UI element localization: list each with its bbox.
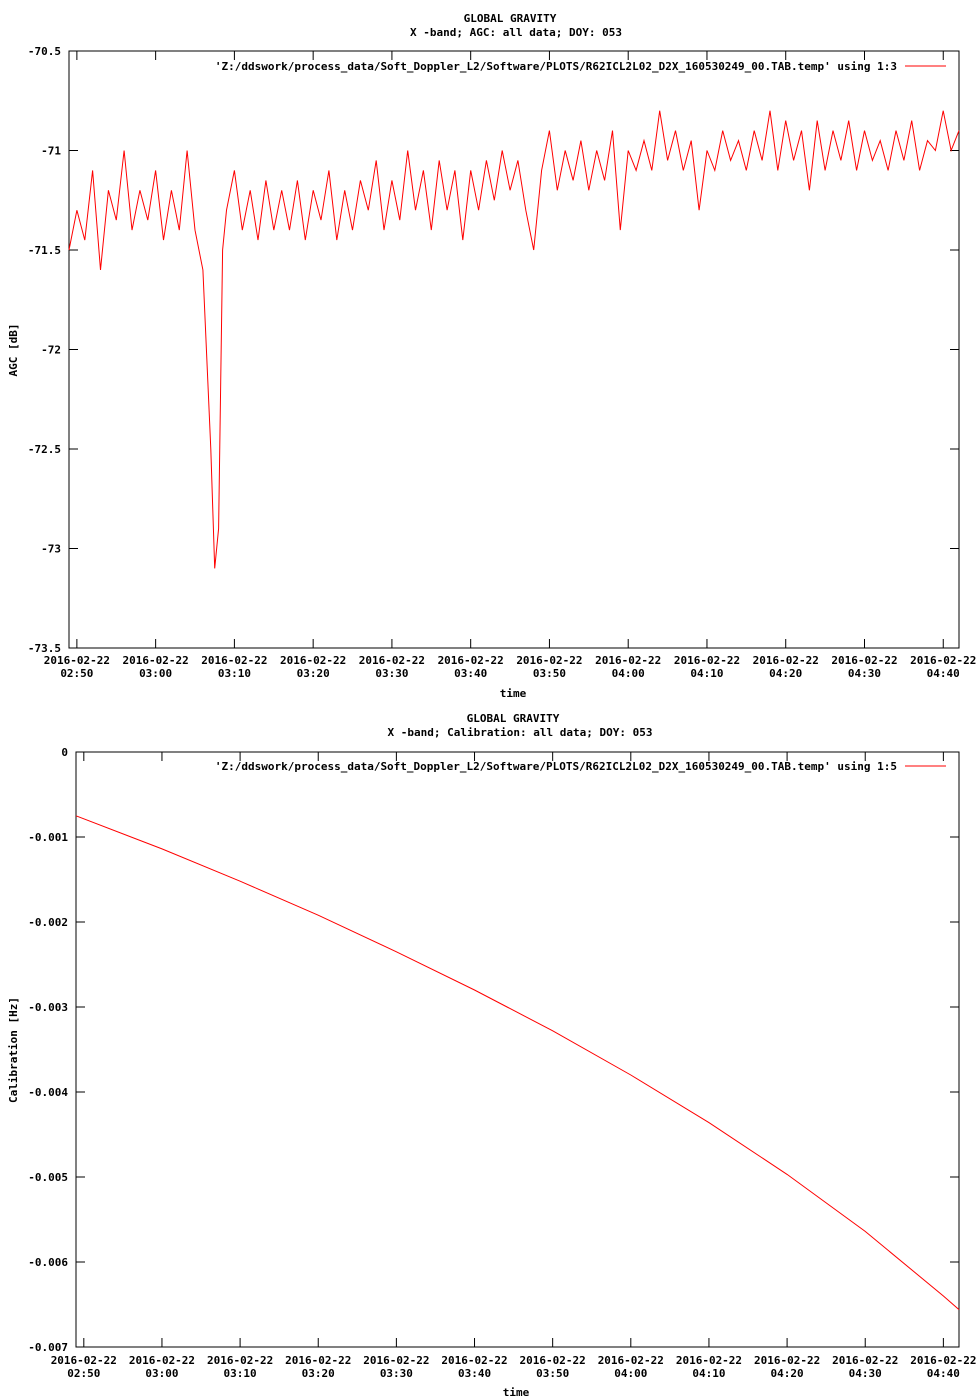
calibration-x-tick-date: 2016-02-22 — [753, 1354, 821, 1367]
calibration-y-axis-label: Calibration [Hz] — [7, 997, 20, 1103]
agc-x-tick-date: 2016-02-22 — [673, 654, 741, 667]
calibration-x-tick-time: 03:40 — [457, 1367, 492, 1380]
agc-x-tick-time: 03:30 — [375, 667, 409, 680]
calibration-x-tick-date: 2016-02-22 — [910, 1354, 977, 1367]
calibration-x-tick-time: 04:00 — [614, 1367, 648, 1380]
agc-y-tick-label: -73.5 — [27, 642, 61, 655]
calibration-x-tick-date: 2016-02-22 — [128, 1354, 196, 1367]
calibration-x-axis-label: time — [502, 1386, 530, 1399]
agc-x-tick-time: 03:20 — [296, 667, 330, 680]
agc-x-tick-date: 2016-02-22 — [43, 654, 110, 667]
agc-y-tick-label: -72 — [41, 343, 61, 357]
agc-x-tick-time: 04:20 — [769, 667, 803, 680]
agc-x-tick-date: 2016-02-22 — [910, 654, 977, 667]
agc-x-tick-date: 2016-02-22 — [831, 654, 898, 667]
calibration-legend-label: 'Z:/ddswork/process_data/Soft_Doppler_L2/Software/PLOTS/R62ICL2L02_D2X_160530249_00.TAB.temp' using 1:5 — [214, 760, 897, 773]
calibration-x-tick-time: 04:40 — [926, 1367, 960, 1380]
agc-y-tick-label: -70.5 — [27, 45, 61, 58]
calibration-y-tick-label: -0.005 — [28, 1171, 68, 1184]
agc-y-tick-label: -71 — [41, 144, 61, 158]
calibration-x-tick-date: 2016-02-22 — [675, 1354, 743, 1367]
agc-y-tick-label: -71.5 — [27, 244, 61, 257]
agc-legend-label: 'Z:/ddswork/process_data/Soft_Doppler_L2/Software/PLOTS/R62ICL2L02_D2X_160530249_00.TAB.temp' using 1:3 — [214, 60, 897, 73]
agc-y-axis-label: AGC [dB] — [7, 323, 20, 377]
calibration-x-tick-time: 03:30 — [379, 1367, 413, 1380]
agc-x-tick-date: 2016-02-22 — [516, 654, 583, 667]
agc-x-tick-date: 2016-02-22 — [358, 654, 426, 667]
calibration-x-tick-date: 2016-02-22 — [832, 1354, 899, 1367]
agc-x-tick-time: 02:50 — [60, 667, 94, 680]
calibration-x-tick-time: 03:00 — [145, 1367, 179, 1380]
agc-x-tick-date: 2016-02-22 — [752, 654, 819, 667]
agc-x-tick-date: 2016-02-22 — [201, 654, 268, 667]
agc-x-tick-time: 04:30 — [847, 667, 882, 680]
agc-y-tick-label: -72.5 — [27, 443, 61, 456]
calibration-y-tick-label: -0.006 — [28, 1256, 68, 1269]
calibration-x-tick-time: 04:20 — [770, 1367, 804, 1380]
calibration-legend — [215, 760, 946, 773]
calibration-y-tick-label: 0 — [61, 746, 68, 759]
agc-x-tick-time: 03:40 — [454, 667, 488, 680]
calibration-x-tick-date: 2016-02-22 — [206, 1354, 274, 1367]
agc-x-tick-date: 2016-02-22 — [280, 654, 347, 667]
calibration-x-tick-time: 02:50 — [67, 1367, 101, 1380]
agc-x-tick-time: 04:40 — [926, 667, 960, 680]
calibration-x-tick-time: 04:30 — [848, 1367, 882, 1380]
agc-x-tick-date: 2016-02-22 — [595, 654, 662, 667]
agc-x-tick-date: 2016-02-22 — [122, 654, 189, 667]
agc-x-tick-date: 2016-02-22 — [437, 654, 504, 667]
calibration-x-tick-date: 2016-02-22 — [285, 1354, 352, 1367]
calibration-x-tick-date: 2016-02-22 — [50, 1354, 117, 1367]
calibration-x-tick-date: 2016-02-22 — [519, 1354, 586, 1367]
agc-legend — [215, 60, 946, 73]
agc-x-tick-time: 03:00 — [139, 667, 173, 680]
calibration-x-tick-time: 03:20 — [301, 1367, 335, 1380]
agc-chart-subtitle: X -band; AGC: all data; DOY: 053 — [410, 26, 622, 39]
calibration-x-tick-time: 03:10 — [223, 1367, 257, 1380]
calibration-x-tick-date: 2016-02-22 — [363, 1354, 430, 1367]
calibration-x-tick-time: 04:10 — [692, 1367, 726, 1380]
calibration-y-tick-label: -0.001 — [28, 831, 68, 844]
agc-x-axis-label: time — [499, 687, 527, 700]
calibration-x-tick-date: 2016-02-22 — [597, 1354, 664, 1367]
calibration-y-tick-label: -0.002 — [28, 916, 68, 929]
agc-chart-title: GLOBAL GRAVITY — [463, 12, 557, 25]
agc-x-tick-time: 04:10 — [690, 667, 724, 680]
agc-y-tick-label: -73 — [41, 542, 61, 556]
calibration-x-tick-date: 2016-02-22 — [441, 1354, 508, 1367]
calibration-y-tick-label: -0.004 — [28, 1086, 68, 1099]
calibration-y-tick-label: -0.003 — [28, 1001, 68, 1014]
agc-x-tick-time: 04:00 — [611, 667, 645, 680]
calibration-x-tick-time: 03:50 — [536, 1367, 570, 1380]
agc-x-tick-time: 03:10 — [217, 667, 251, 680]
calibration-y-tick-label: -0.007 — [28, 1341, 68, 1354]
calibration-chart-title: GLOBAL GRAVITY — [466, 712, 560, 725]
agc-x-tick-time: 03:50 — [532, 667, 567, 680]
calibration-chart-subtitle: X -band; Calibration: all data; DOY: 053 — [387, 726, 653, 739]
